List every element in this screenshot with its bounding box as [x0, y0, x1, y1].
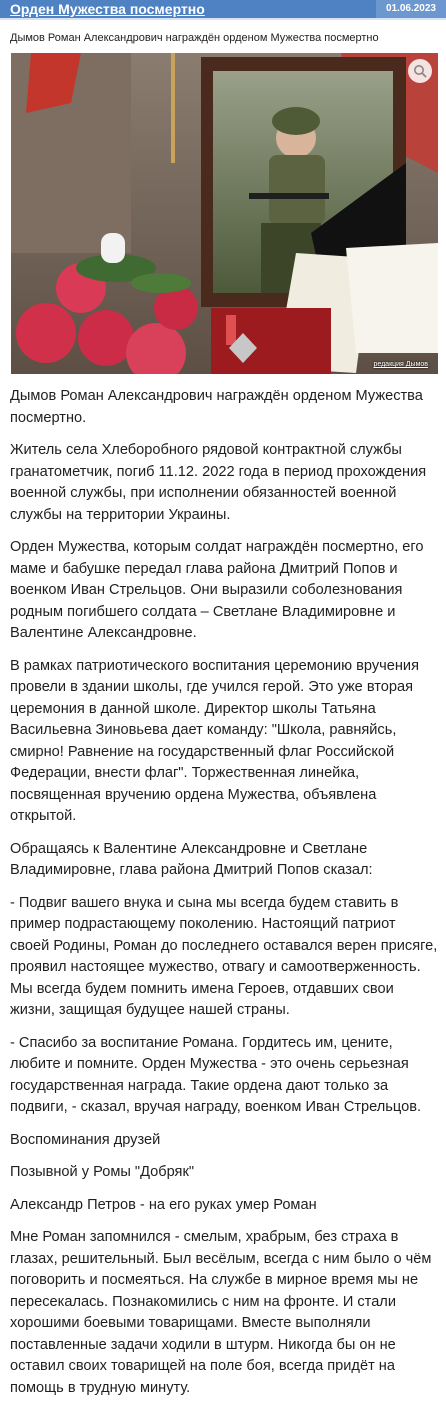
photo-illustration — [11, 53, 438, 374]
magnifier-icon — [413, 64, 427, 78]
article-title-link[interactable]: Орден Мужества посмертно — [10, 1, 205, 17]
article-paragraph: Дымов Роман Александрович награждён орденом Мужества посмертно. — [10, 388, 423, 426]
article-photo[interactable] — [11, 53, 438, 374]
article-paragraph: Обращаясь к Валентине Александровне и Светлане Владимировне, глава района Дмитрий Попов сказал: — [10, 840, 373, 878]
article-header — [0, 0, 446, 20]
article-paragraph: Орден Мужества, которым солдат награждён посмертно, его маме и бабушке передал глава района Дмитрий Попов и военком Иван Стрельцов. Они выразили соболезнования родным погибшего солдата – Светлане Владимировне и Валентине Александровне. — [10, 539, 424, 641]
photo-credit-link[interactable]: редакция Дымов — [373, 361, 428, 368]
article-paragraph: В рамках патриотического воспитания церемонию вручения провели в здании школы, где учился герой. Это уже вторая церемония в данной школе. Директор школы Татьяна Васильевна Зиновьева дает команду: "Школа, равняйсь, смирно! Равнение на государственный флаг Российской Федерации, внести флаг". Торжественная линейка, посвященная вручению ордена Мужества, объявлена открытой. — [10, 657, 419, 824]
article-lead: Дымов Роман Александрович награждён орденом Мужества посмертно — [10, 32, 379, 44]
article-paragraph: Житель села Хлеборобного рядовой контрактной службы гранатометчик, погиб 11.12. 2022 года в период прохождения военной службы, при исполнении обязанностей военной службы на территории Украины. — [10, 442, 427, 523]
zoom-button[interactable] — [408, 59, 432, 83]
article-paragraph: Мне Роман запомнился - смелым, храбрым, без страха в глазах, решительный. Был весёлым, всегда с ним было о чём поговорить и посмеяться. На службе в мирное время мы не пересекалась. Познакомились с ним на фронте. И стали хорошими боевыми товарищами. Вместе выполняли поставленные задачи ходили в штурм. Никогда бы он не оставил своих товарищей на поле боя, всегда придёт на помощь в трудную минуту. — [10, 1229, 432, 1396]
article-date: 01.06.2023 — [376, 0, 446, 18]
article-subheading: Позывной у Ромы "Добряк" — [10, 1164, 195, 1180]
article-subheading: Александр Петров - на его руках умер Роман — [10, 1196, 317, 1213]
article-body — [10, 386, 438, 1410]
article-paragraph: - Спасибо за воспитание Романа. Гордитесь им, цените, любите и помните. Орден Мужества - это очень серьезная государственная награда. Такие ордена дают только за подвиги, - сказал, вручая награду, военком Иван Стрельцов. — [10, 1034, 422, 1115]
article-subheading: Воспоминания друзей — [10, 1131, 161, 1148]
article-paragraph: - Подвиг вашего внука и сына мы всегда будем ставить в пример подрастающему поколению. Настоящий патриот своей Родины, Роман до последнего оставался верен присяге, проявил настоящее мужество, отвагу и самоотверженность. Мы всегда будем помнить имена Героев, отдавших свои жизни, защищая будущее нашей страны. — [10, 894, 438, 1018]
